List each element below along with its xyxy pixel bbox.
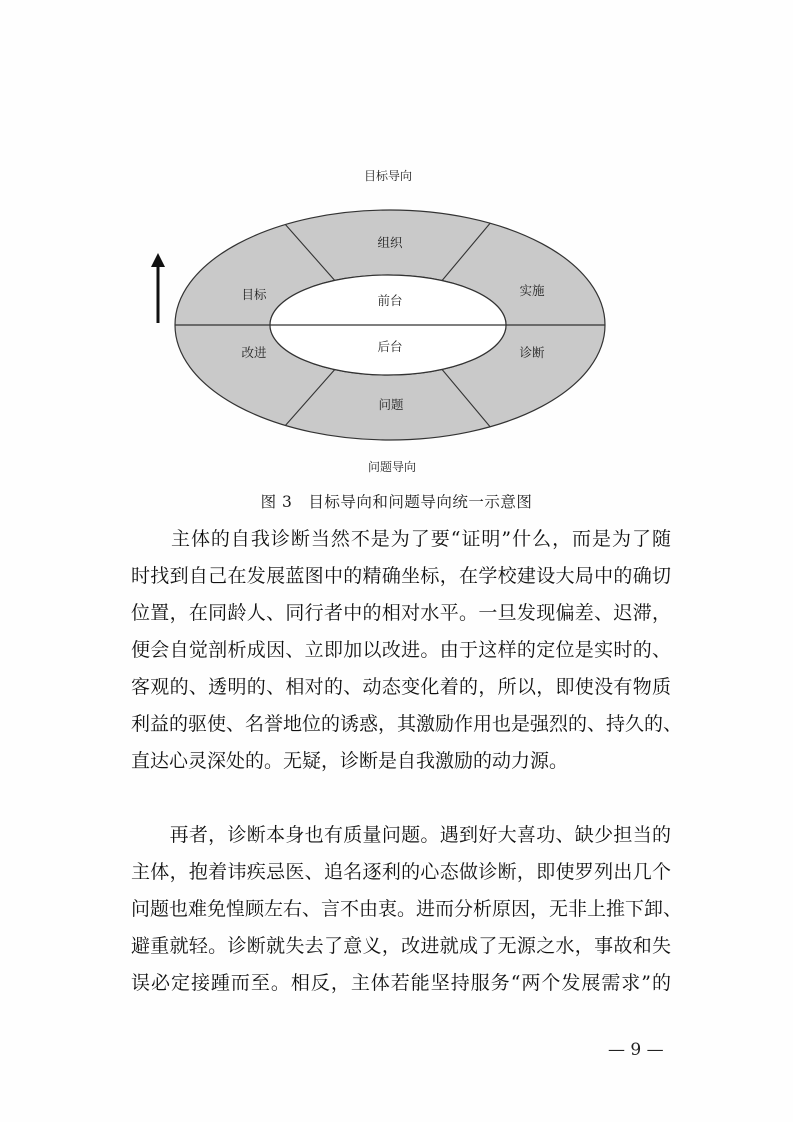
paragraph-2 [131, 817, 683, 1002]
inner-top-label: 前台 [377, 293, 403, 308]
figure-caption: 图 3 目标导向和问题导向统一示意图 [260, 493, 533, 511]
paragraph-line: 便会自觉剖析成因、立即加以改进。由于这样的定位是实时的、 [131, 639, 671, 661]
segment-bottom-label: 问题 [378, 397, 404, 412]
paragraph-line: 避重就轻。诊断就失去了意义，改进就成了无源之水，事故和失 [131, 935, 671, 957]
paragraph-line: 主体的自我诊断当然不是为了要“证明”什么，而是为了随 [131, 528, 671, 550]
bottom-direction-label: 问题导向 [367, 460, 417, 474]
paragraph-1 [131, 521, 683, 780]
segment-lower-left-label: 改进 [241, 345, 267, 360]
segment-top-label: 组织 [377, 235, 403, 250]
inner-bottom-label: 后台 [377, 339, 403, 354]
paragraph-line: 误必定接踵而至。相反，主体若能坚持服务“两个发展需求”的 [131, 972, 671, 994]
paragraph-line: 客观的、透明的、相对的、动态变化着的，所以，即使没有物质 [131, 676, 671, 698]
segment-lower-right-label: 诊断 [519, 345, 545, 360]
paragraph-line: 位置，在同龄人、同行者中的相对水平。一旦发现偏差、迟滞， [131, 602, 671, 624]
paragraph-line: 利益的驱使、名誉地位的诱惑，其激励作用也是强烈的、持久的、 [131, 713, 683, 735]
paragraph-line: 主体，抱着讳疾忌医、追名逐利的心态做诊断，即使罗列出几个 [131, 861, 671, 883]
paragraph-line: 时找到自己在发展蓝图中的精确坐标，在学校建设大局中的确切 [131, 565, 671, 587]
segment-upper-left-label: 目标 [241, 287, 267, 302]
top-direction-label: 目标导向 [363, 169, 413, 183]
page-number: — 9 — [608, 1040, 664, 1060]
segment-upper-right-label: 实施 [519, 283, 545, 298]
paragraph-line: 再者，诊断本身也有质量问题。遇到好大喜功、缺少担当的 [131, 824, 671, 846]
paragraph-line: 直达心灵深处的。无疑，诊断是自我激励的动力源。 [131, 750, 569, 772]
diagram-svg [140, 165, 620, 485]
diagram-figure [140, 165, 620, 485]
paragraph-line: 问题也难免惶顾左右、言不由衷。进而分析原因，无非上推下卸、 [131, 898, 683, 920]
up-arrow-icon [151, 253, 165, 323]
